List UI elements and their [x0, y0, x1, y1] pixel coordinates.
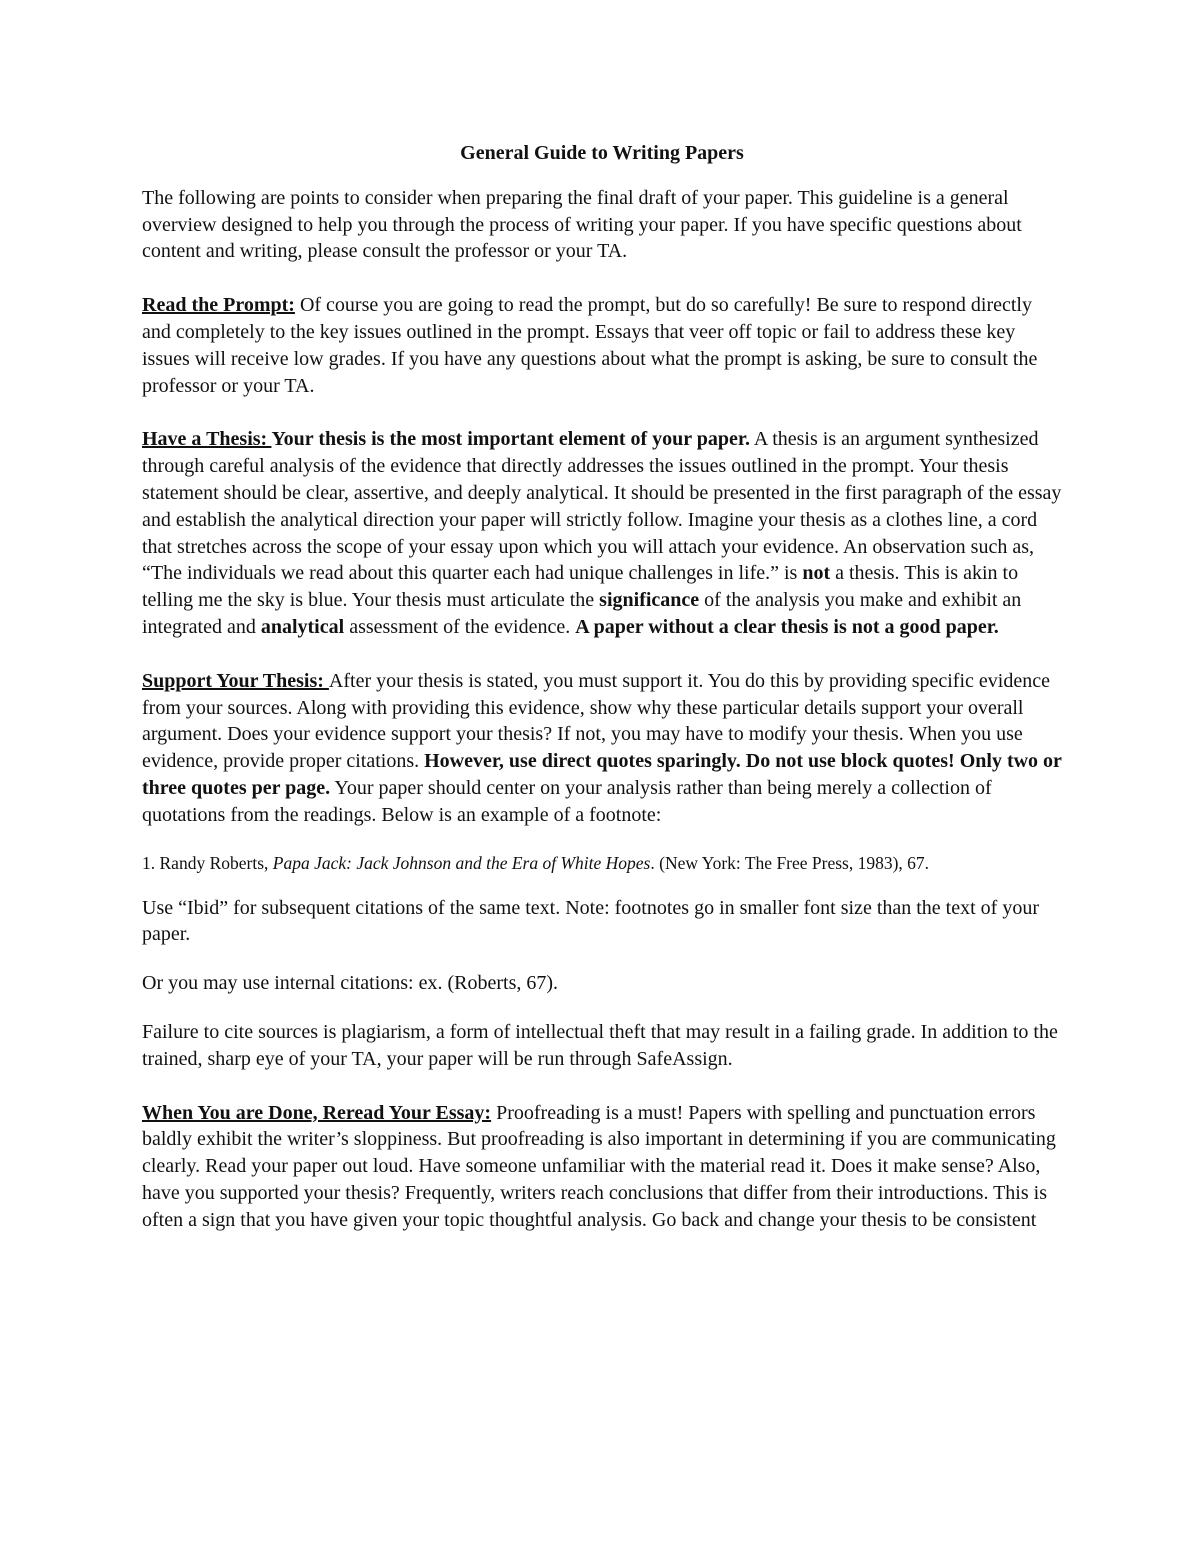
reread-body: Proofreading is a must! Papers with spelling and punctuation errors baldly exhibit the writer’s sloppiness. But proofreading is also important in determining if you are communicating clearly. Read your paper out loud. Have someone unfamiliar with the material read it. Does it make sense? Also, have you supported your thesis? Frequently, writers reach conclusions that differ from their introductions. This is often a sign that you have given your topic thoughtful analysis. Go back and change your thesis to be consistent — [142, 1101, 1056, 1231]
support-text-1: After your thesis is stated, you must support it. You do this by providing specific evidence from your sources. Along with providing this evidence, show why these particular details support your overall argument. Does your evidence support your thesis? If not, you may have to modify your thesis. When you use evidence, provide proper citations. — [142, 669, 1050, 773]
thesis-bold-significance: significance — [599, 589, 700, 612]
support-text-2: Your paper should center on your analysis rather than being merely a collection of quotations from the readings. Below is an example of a footnote: — [142, 776, 992, 826]
footnote-example — [142, 851, 1062, 875]
support-heading: Support Your Thesis: — [142, 669, 329, 692]
ibid-paragraph: Use “Ibid” for subsequent citations of the same text. Note: footnotes go in smaller font size than the text of your paper. — [142, 896, 1039, 946]
thesis-bold-not: not — [802, 562, 831, 585]
thesis-text-3: of the analysis you make and exhibit an integrated and — [142, 589, 1022, 638]
support-paragraph — [142, 668, 1062, 829]
thesis-text-2: a thesis. This is akin to telling me the sky is blue. Your thesis must articulate the — [142, 562, 1019, 612]
document-page — [142, 140, 1062, 1261]
thesis-heading: Have a Thesis: — [142, 428, 272, 451]
prompt-body: Of course you are going to read the prompt, but do so carefully! Be sure to respond directly and completely to the key issues outlined in the prompt. Essays that veer off topic or fail to address these key issues will receive low grades. If you have any questions about what the prompt is asking, be sure to consult the professor or your TA. — [142, 294, 1038, 397]
intro-paragraph: The following are points to consider when preparing the final draft of your paper. This guideline is a general overview designed to help you through the process of writing your paper. If you have specific questions about content and writing, please consult the professor or your TA. — [142, 186, 1022, 263]
footnote-italic-title: Papa Jack: Jack Johnson and the Era of White Hopes — [272, 852, 651, 873]
reread-heading: When You are Done, Reread Your Essay: — [142, 1101, 492, 1124]
prompt-heading: Read the Prompt: — [142, 294, 295, 317]
thesis-bold-analytical: analytical — [260, 615, 345, 638]
page-title: General Guide to Writing Papers — [460, 142, 744, 164]
prompt-paragraph — [142, 292, 1062, 399]
thesis-text-4: assessment of the evidence. — [344, 615, 576, 638]
footnote-prefix: 1. Randy Roberts, — [142, 852, 273, 873]
thesis-paragraph — [142, 426, 1062, 640]
internal-citation-paragraph: Or you may use internal citations: ex. (Roberts, 67). — [142, 972, 559, 995]
footnote-suffix: . (New York: The Free Press, 1983), 67. — [650, 852, 930, 873]
thesis-text-1: A thesis is an argument synthesized through careful analysis of the evidence that directly addresses the issues outlined in the prompt. Your thesis statement should be clear, assertive, and deeply analytical. It should be presented in the first paragraph of the essay and establish the analytical direction your paper will strictly follow. Imagine your thesis as a clothes line, a cord that stretches across the scope of your essay upon which you will attach your evidence. An observation such as, “The individuals we read about this quarter each had unique challenges in life.” is — [142, 428, 1062, 585]
thesis-bold-lead: Your thesis is the most important element of your paper. — [271, 428, 750, 451]
reread-paragraph — [142, 1100, 1062, 1234]
thesis-bold-end: A paper without a clear thesis is not a good paper. — [575, 615, 999, 638]
plagiarism-paragraph: Failure to cite sources is plagiarism, a form of intellectual theft that may result in a failing grade. In addition to the trained, sharp eye of your TA, your paper will be run through SafeAssign. — [142, 1020, 1058, 1070]
support-bold: However, use direct quotes sparingly. Do not use block quotes! Only two or three quotes per page. — [142, 750, 1062, 799]
